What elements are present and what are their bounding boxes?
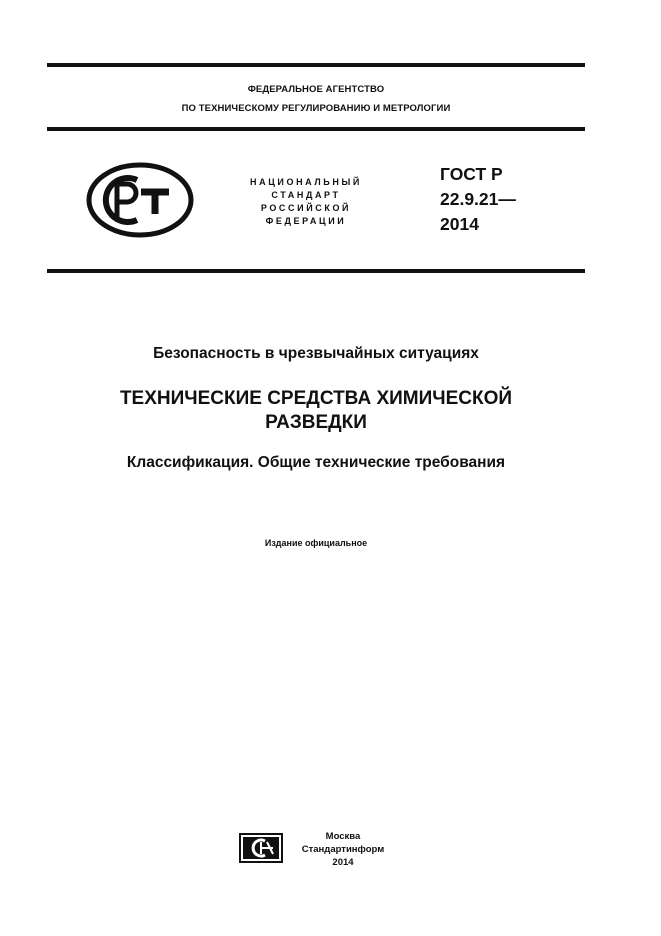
publisher-name: Стандартинформ [301,844,385,855]
publisher-year: 2014 [332,857,354,868]
standartinform-logo-icon [239,832,283,864]
subject-title: Безопасность в чрезвычайных ситуациях [153,345,479,362]
agency-line-2: ПО ТЕХНИЧЕСКОМУ РЕГУЛИРОВАНИЮ И МЕТРОЛОГИИ [181,103,451,114]
header-rule [47,127,585,131]
main-title-line: РАЗВЕДКИ [265,412,367,433]
national-line: СТАНДАРТ [271,190,341,200]
subtitle: Классификация. Общие технические требования [126,454,506,471]
gost-line: 22.9.21— [440,189,516,209]
national-standard-label [232,176,380,228]
publisher-city: Москва [325,831,361,842]
block-rule [47,269,585,273]
rst-certification-mark-icon [85,162,195,238]
top-rule [47,63,585,67]
national-line: РОССИЙСКОЙ [260,203,352,213]
gost-line: ГОСТ Р [440,164,503,184]
publisher-info [290,830,396,869]
edition-note: Издание официальное [264,538,368,548]
main-title-line: ТЕХНИЧЕСКИЕ СРЕДСТВА ХИМИЧЕСКОЙ [119,388,513,409]
main-title [47,387,585,435]
gost-designation [440,162,516,237]
national-line: ФЕДЕРАЦИИ [265,216,347,226]
gost-line: 2014 [440,214,479,234]
agency-line-1: ФЕДЕРАЛЬНОЕ АГЕНТСТВО [247,84,385,95]
national-line: НАЦИОНАЛЬНЫЙ [250,177,362,187]
